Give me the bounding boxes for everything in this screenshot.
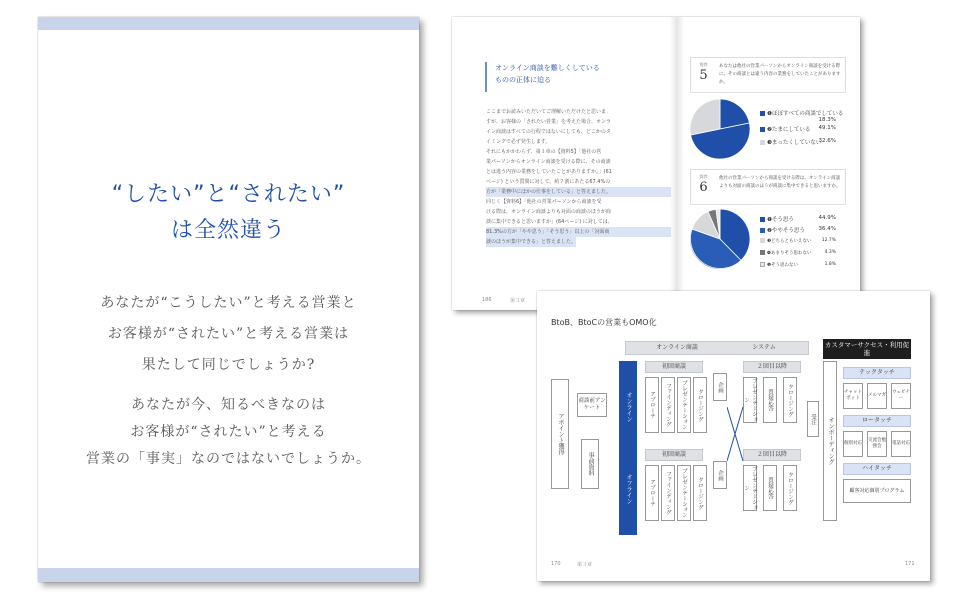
- closing-2-online: クロージング: [783, 377, 797, 423]
- body-line: ける際は、オンライン商談よりも対面の商談のほうが商: [486, 209, 611, 215]
- pie-slice-3b: [690, 99, 720, 135]
- presentation-offline: プレゼンテーション: [677, 465, 691, 521]
- qa-offline: 質疑応答: [763, 465, 777, 511]
- phone-box: 電話対応: [891, 431, 911, 457]
- legend-label: ❶そう思う: [767, 217, 794, 223]
- legend-label: ❶ほぼすべての商談でしている: [767, 111, 844, 117]
- heading-line: ものの正体に迫る: [495, 76, 551, 84]
- second-meeting-offline: ２回目以降: [743, 449, 801, 461]
- body-line: 同じく【資料6】「他社の営業パーソンから商談を受: [486, 199, 602, 205]
- second-meeting-online: ２回目以降: [743, 361, 801, 373]
- body-paragraph: [486, 107, 671, 247]
- footer-chapter: 第３章: [510, 298, 526, 304]
- offline-bar: オフライン: [619, 443, 637, 535]
- body-line highlighted: ページ) という質問に対して、約７割にあたる67.4%の: [486, 179, 611, 185]
- cover-title-line2: は全然違う: [170, 218, 286, 243]
- section-heading: [485, 62, 635, 92]
- cover-text-line: お客様が“されたい”と考える: [130, 424, 327, 440]
- legend-item: [760, 215, 794, 223]
- program-box: 顧客対応個別プログラム: [843, 479, 911, 503]
- question-label: 質問: [699, 174, 708, 179]
- legend-label: ❸まったくしていない: [767, 140, 822, 146]
- top-band: [38, 17, 419, 30]
- question-label: 質問: [699, 62, 708, 67]
- question-6-box: [690, 169, 846, 205]
- body-line: 業パーソンからオンライン商談を受ける際に、その商談: [486, 159, 611, 165]
- finding-offline: ファインディング: [661, 465, 675, 521]
- legend-swatch: [760, 262, 765, 267]
- body-line: イミングで必ず発生します。: [486, 139, 551, 145]
- legend-value: 44.9%: [818, 215, 836, 221]
- pie-chart-q6: [688, 207, 752, 271]
- legend-swatch: [760, 111, 765, 116]
- closing-offline: クロージング: [693, 465, 707, 521]
- legend-value: 49.1%: [818, 125, 836, 131]
- first-meeting-offline: 初回商談: [645, 449, 703, 461]
- legend-label: ❸どちらともいえない: [767, 239, 812, 244]
- question-text: 他社の営業パーソンから商談を受ける際は、オンライン商談よりも対面の商談のほうが商談に集中できると思いますか。: [719, 176, 841, 189]
- legend-label: ❷ややそう思う: [767, 228, 805, 234]
- legend-item: [760, 109, 843, 117]
- footer-page-number: 186: [482, 297, 492, 303]
- chatbot-box: チャットボット: [843, 383, 863, 409]
- cross-arrows: [727, 403, 745, 465]
- appointment-box: アポイント獲得: [551, 379, 569, 489]
- cover-text-line: お客様が“されたい”と考える営業は: [107, 326, 350, 342]
- question-number-value: 5: [699, 68, 708, 83]
- onboarding-box: オンボーディング: [823, 361, 837, 521]
- tech-touch-label: テックタッチ: [843, 367, 911, 379]
- finding-online: ファインディング: [661, 377, 675, 433]
- pie-chart-q5: [688, 97, 752, 161]
- cover-page: [38, 17, 419, 582]
- legend-label: ❷たまにしている: [767, 127, 811, 133]
- body-line highlighted: 談のほうが集中できる」と答えました。: [486, 239, 577, 245]
- online-bar: オンライン: [619, 361, 637, 453]
- question-5-box: [690, 57, 846, 93]
- proposal-online: 企画: [713, 373, 727, 401]
- legend-value: 4.3%: [824, 250, 836, 255]
- cover-text-line: 果たして同じでしょうか?: [141, 357, 316, 373]
- legend-item: [760, 238, 812, 244]
- first-meeting-online: 初回商談: [645, 361, 703, 373]
- body-line: イン商談はすべての行程ではないにしても、どこかのタ: [486, 129, 611, 135]
- legend-item: [760, 226, 805, 234]
- legend-value: 36.4%: [818, 226, 836, 232]
- body-line: ここまでお読みいただいてご理解いただけたと思いま: [486, 109, 607, 115]
- cover-text-line: 営業の「事実」なのではないでしょうか。: [86, 451, 371, 467]
- pre-survey-box: 商談前アンケート: [577, 393, 607, 417]
- high-touch-label: ハイタッチ: [843, 463, 911, 475]
- legend-label: ❹あまりそう思わない: [767, 251, 812, 256]
- mail-magazine-box: メルマガ: [867, 383, 887, 409]
- diagram-title: BtoB、BtoCの営業もOMO化: [551, 318, 657, 327]
- proposal-offline: 企画: [713, 461, 727, 489]
- body-line: 談に集中できると思いますか」(64ページ) に対しては、: [486, 219, 613, 225]
- approach-offline: アプローチ: [645, 465, 659, 521]
- legend-swatch: [760, 217, 765, 222]
- qa-online: 質疑応答: [763, 377, 777, 423]
- legend-value: 32.6%: [818, 138, 836, 144]
- body-line: すが、お客様の「されたい営業」を考えた場合、オンラ: [486, 119, 612, 125]
- closing-2-offline: クロージング: [783, 465, 797, 511]
- order-box: 受注: [807, 401, 819, 437]
- body-line: とは違う内容の業務をしていたことがありますか。」(61: [486, 169, 612, 175]
- heading-line: オンライン商談を難しくしている: [495, 64, 600, 72]
- question-number: [695, 174, 712, 195]
- body-line: それにもかかわらず、第１章の【資料5】「他社の営: [486, 149, 602, 155]
- presentation-2-offline: プレゼンテーション: [743, 466, 757, 510]
- legend-swatch: [760, 140, 765, 145]
- legend-label: ❺そう思わない: [767, 263, 799, 268]
- webinar-box: ウェビナー: [891, 383, 911, 409]
- body-line highlighted: 81.3%の方が「やや思う」「そう思う」以上の「対面商: [486, 227, 671, 237]
- cover-text-line: あなたが今、知るべきなのは: [131, 397, 326, 413]
- exchange-meeting-box: 交流会勉強会: [867, 431, 887, 457]
- legend-swatch: [760, 238, 765, 243]
- cover-text-line: あなたが“こうしたい”と考える営業と: [100, 295, 357, 311]
- cover-title-line1: “したい”と“されたい”: [111, 182, 346, 207]
- legend-swatch: [760, 250, 765, 255]
- spread-gutter: [670, 17, 684, 310]
- legend-item: [760, 262, 798, 268]
- bottom-band: [38, 568, 419, 582]
- presentation-online: プレゼンテーション: [677, 377, 691, 433]
- header-online-meeting: オンライン商談: [656, 344, 698, 351]
- approach-online: アプローチ: [645, 377, 659, 433]
- omo-diagram-spread: [537, 291, 930, 581]
- question-number-value: 6: [699, 180, 708, 195]
- legend-value: 18.3%: [818, 117, 836, 123]
- prior-material-box: 事前資料: [581, 439, 599, 489]
- low-touch-label: ロータッチ: [843, 415, 911, 427]
- header-customer-success: カスタマーサクセス・利用促進: [824, 341, 910, 357]
- survey-spread: [452, 17, 860, 310]
- presentation-2-online: プレゼンテーション: [743, 378, 757, 422]
- footer-page-right: 171: [905, 561, 915, 567]
- individual-box: 個別対応: [843, 431, 863, 457]
- footer-page-left: 170: [551, 561, 561, 567]
- question-number: [695, 62, 712, 83]
- legend-swatch: [760, 127, 765, 132]
- legend-item: [760, 250, 812, 256]
- legend-value: 12.7%: [821, 238, 836, 243]
- legend-value: 1.8%: [824, 262, 836, 267]
- legend-item: [760, 125, 810, 133]
- question-text: あなたは他社の営業パーソンからオンライン商談を受ける際に、その商談とは違う内容の業務をしていたことがありますか。: [719, 64, 841, 85]
- closing-online: クロージング: [693, 377, 707, 433]
- header-system: システム: [752, 344, 776, 351]
- body-line highlighted: 方が「業務中にほかの仕事をしている」と答えました。: [486, 187, 671, 197]
- legend-swatch: [760, 228, 765, 233]
- footer-chapter: 第３章: [577, 562, 593, 568]
